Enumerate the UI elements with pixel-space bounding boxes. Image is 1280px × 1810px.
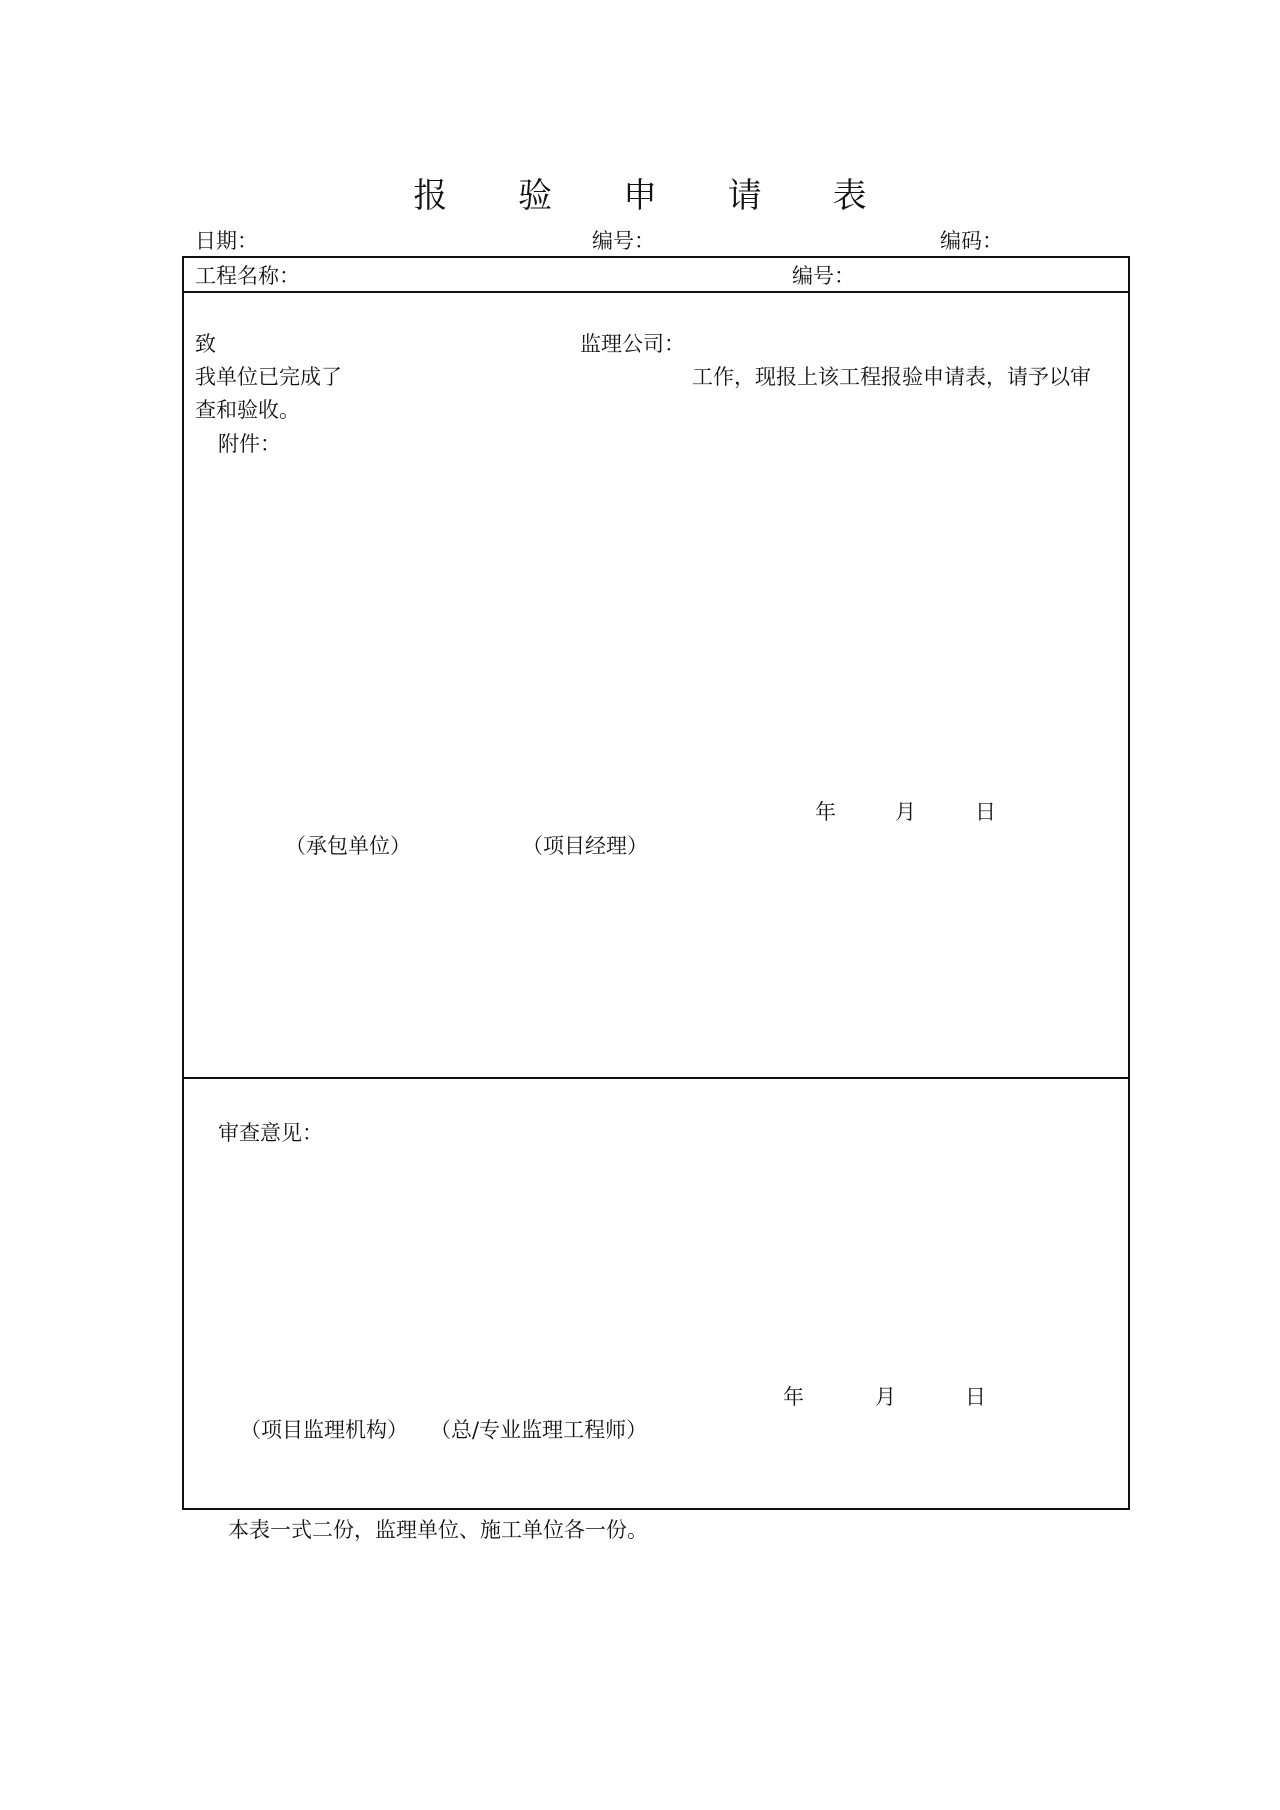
- contractor-label: （承包单位）: [285, 834, 411, 858]
- footer-note: 本表一式二份，监理单位、施工单位各一份。: [228, 1518, 648, 1542]
- divider-project-row: [182, 291, 1130, 293]
- form-table: [182, 256, 1130, 1510]
- application-day-label: 日: [975, 800, 996, 824]
- request-statement: 工作，现报上该工程报验申请表，请予以审: [692, 365, 1091, 389]
- supervision-agency-label: （项目监理机构）: [240, 1418, 408, 1442]
- divider-review-section: [182, 1077, 1130, 1079]
- completed-work-label: 我单位已完成了: [195, 365, 342, 389]
- project-number-label: 编号：: [792, 264, 855, 288]
- supervisor-company-label: 监理公司：: [580, 332, 685, 356]
- application-year-label: 年: [815, 800, 836, 824]
- review-day-label: 日: [965, 1385, 986, 1409]
- project-name-label: 工程名称：: [195, 264, 300, 288]
- project-manager-label: （项目经理）: [522, 834, 648, 858]
- header-number-label: 编号：: [592, 229, 655, 253]
- review-month-label: 月: [875, 1385, 896, 1409]
- date-label: 日期：: [195, 229, 258, 253]
- supervising-engineer-label: （总/专业监理工程师）: [430, 1418, 648, 1442]
- request-statement-cont: 查和验收。: [195, 398, 300, 422]
- header-code-label: 编码：: [940, 229, 1003, 253]
- review-opinion-label: 审查意见：: [218, 1121, 323, 1145]
- application-month-label: 月: [895, 800, 916, 824]
- attachment-label: 附件：: [218, 432, 281, 456]
- to-label: 致: [195, 332, 216, 356]
- form-title: 报 验 申 请 表: [413, 176, 897, 216]
- review-year-label: 年: [783, 1385, 804, 1409]
